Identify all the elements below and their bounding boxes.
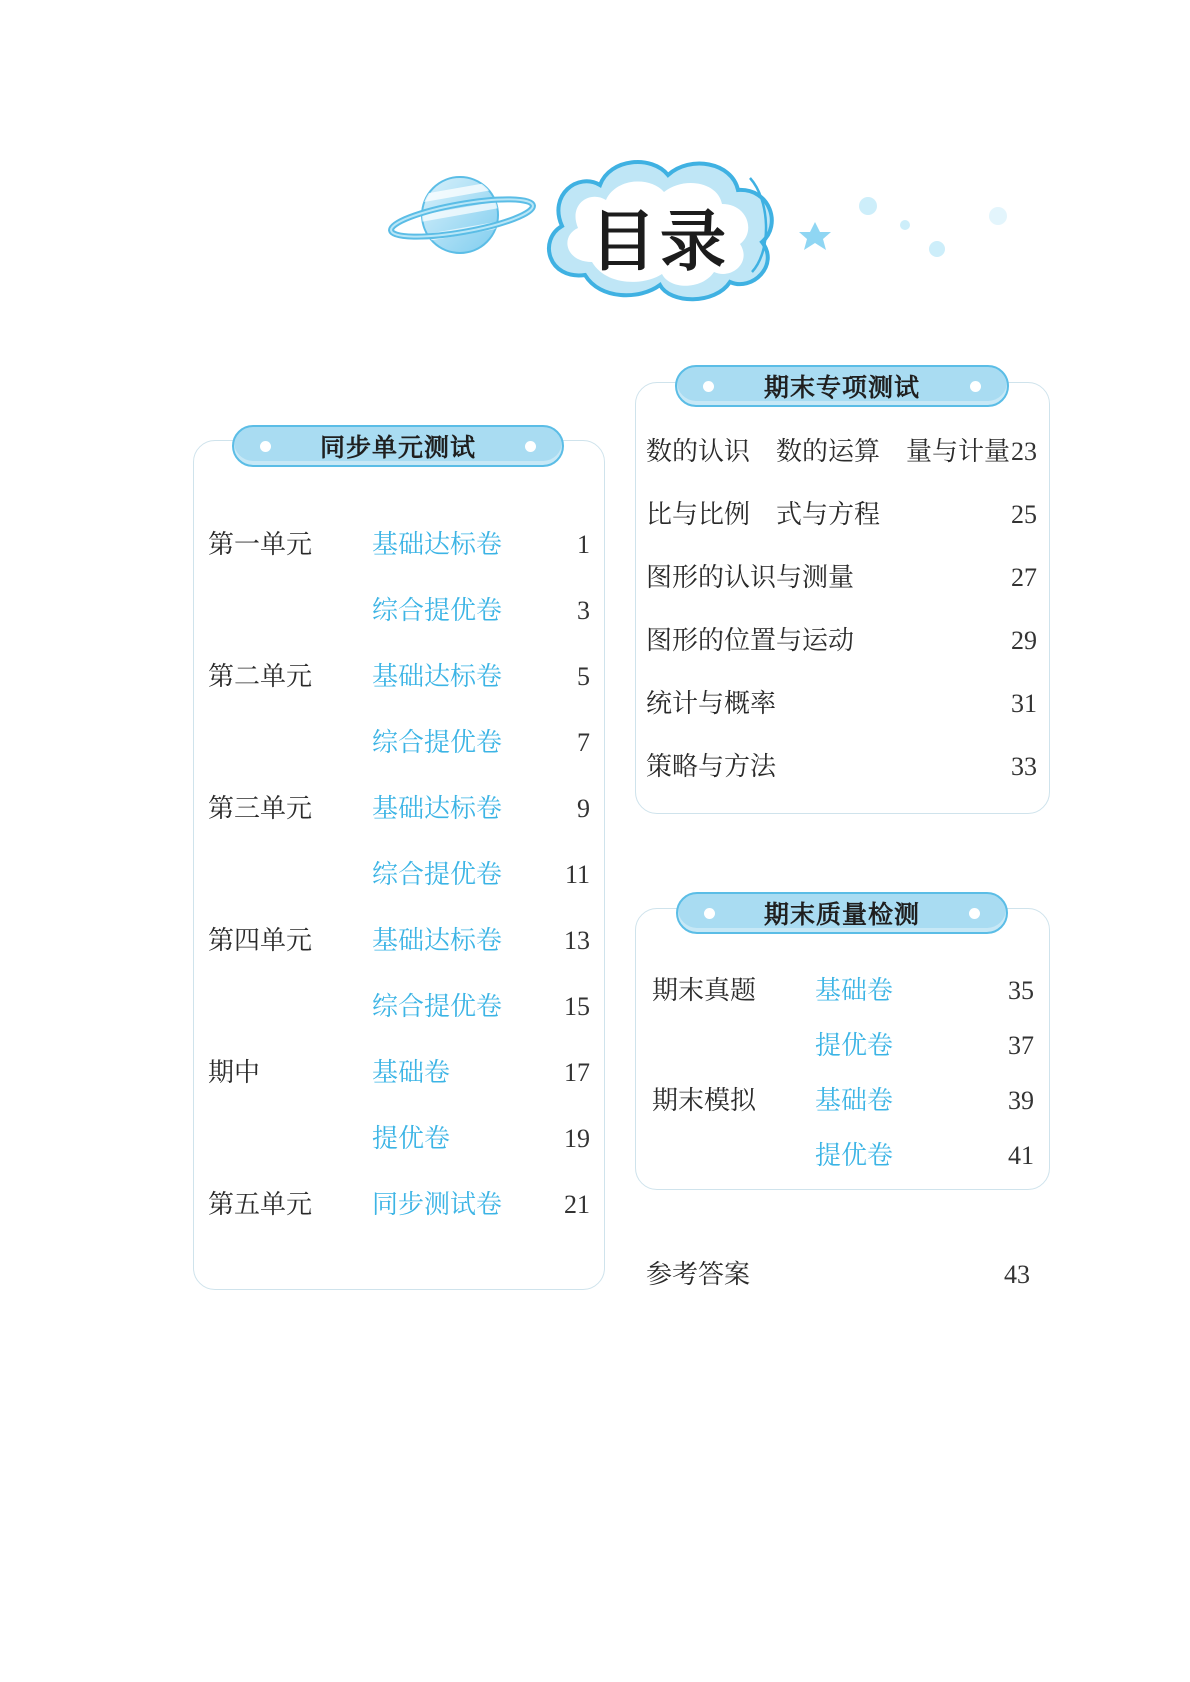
topic-link[interactable]: 图形的认识与测量 xyxy=(646,563,855,593)
topic-link[interactable]: 比与比例 式与方程 xyxy=(646,500,881,530)
quality-section-title: 期末质量检测 xyxy=(763,900,920,929)
page-number: 25 xyxy=(1011,500,1037,529)
unit-label: 第三单元 xyxy=(208,794,313,824)
paper-link[interactable]: 同步测试卷 xyxy=(372,1190,503,1220)
page-number: 1 xyxy=(577,530,590,559)
page-number: 17 xyxy=(564,1058,590,1087)
header xyxy=(0,0,1190,330)
page-number: 29 xyxy=(1011,626,1037,655)
page-number: 27 xyxy=(1011,563,1037,592)
special-section-header xyxy=(675,365,1009,407)
paper-link[interactable]: 综合提优卷 xyxy=(372,992,503,1022)
pill-dot xyxy=(704,908,715,919)
page-number: 3 xyxy=(577,596,590,625)
dot-sparkle-icon xyxy=(859,197,1007,257)
page-title: 目录 xyxy=(590,203,730,280)
sync-section-header xyxy=(232,425,564,467)
paper-link[interactable]: 综合提优卷 xyxy=(372,728,503,758)
paper-link[interactable]: 提优卷 xyxy=(815,1031,894,1061)
answers-page-number: 43 xyxy=(1004,1260,1030,1289)
topic-link[interactable]: 统计与概率 xyxy=(646,689,777,719)
pill-dot xyxy=(525,441,536,452)
page-number: 33 xyxy=(1011,752,1037,781)
paper-link[interactable]: 基础达标卷 xyxy=(372,926,503,956)
group-label: 期末模拟 xyxy=(652,1086,757,1116)
planet-icon xyxy=(389,177,536,253)
paper-link[interactable]: 基础卷 xyxy=(372,1058,451,1088)
page-number: 39 xyxy=(1008,1086,1034,1115)
paper-link[interactable]: 基础卷 xyxy=(815,976,894,1006)
paper-link[interactable]: 提优卷 xyxy=(815,1141,894,1171)
paper-link[interactable]: 基础卷 xyxy=(815,1086,894,1116)
pill-dot xyxy=(260,441,271,452)
pill-dot xyxy=(703,381,714,392)
unit-label: 第四单元 xyxy=(208,926,313,956)
page-number: 5 xyxy=(577,662,590,691)
unit-label: 第五单元 xyxy=(208,1190,313,1220)
unit-label: 第一单元 xyxy=(208,530,313,560)
paper-link[interactable]: 综合提优卷 xyxy=(372,596,503,626)
page-number: 21 xyxy=(564,1190,590,1219)
paper-link[interactable]: 基础达标卷 xyxy=(372,662,503,692)
page-number: 7 xyxy=(577,728,590,757)
group-label: 期末真题 xyxy=(652,976,757,1006)
unit-label: 期中 xyxy=(208,1058,261,1088)
star-icon xyxy=(799,222,831,250)
page-number: 9 xyxy=(577,794,590,823)
topic-link[interactable]: 数的认识 数的运算 量与计量 xyxy=(646,437,1011,467)
unit-label: 第二单元 xyxy=(208,662,313,692)
paper-link[interactable]: 提优卷 xyxy=(372,1124,451,1154)
page-number: 11 xyxy=(564,860,590,889)
answers-link[interactable]: 参考答案 xyxy=(646,1260,751,1290)
pill-dot xyxy=(969,908,980,919)
page-number: 41 xyxy=(1008,1141,1034,1170)
quality-section-header xyxy=(676,892,1008,934)
page-number: 31 xyxy=(1011,689,1037,718)
topic-link[interactable]: 图形的位置与运动 xyxy=(646,626,855,656)
page-number: 19 xyxy=(564,1124,590,1153)
sync-section-title: 同步单元测试 xyxy=(319,433,476,462)
paper-link[interactable]: 基础达标卷 xyxy=(372,530,503,560)
page-number: 23 xyxy=(1011,437,1037,466)
page-number: 13 xyxy=(564,926,590,955)
page-number: 35 xyxy=(1008,976,1034,1005)
pill-dot xyxy=(970,381,981,392)
special-section-title: 期末专项测试 xyxy=(763,373,920,402)
page-number: 37 xyxy=(1008,1031,1034,1060)
topic-link[interactable]: 策略与方法 xyxy=(646,752,777,782)
paper-link[interactable]: 基础达标卷 xyxy=(372,794,503,824)
page-number: 15 xyxy=(564,992,590,1021)
paper-link[interactable]: 综合提优卷 xyxy=(372,860,503,890)
